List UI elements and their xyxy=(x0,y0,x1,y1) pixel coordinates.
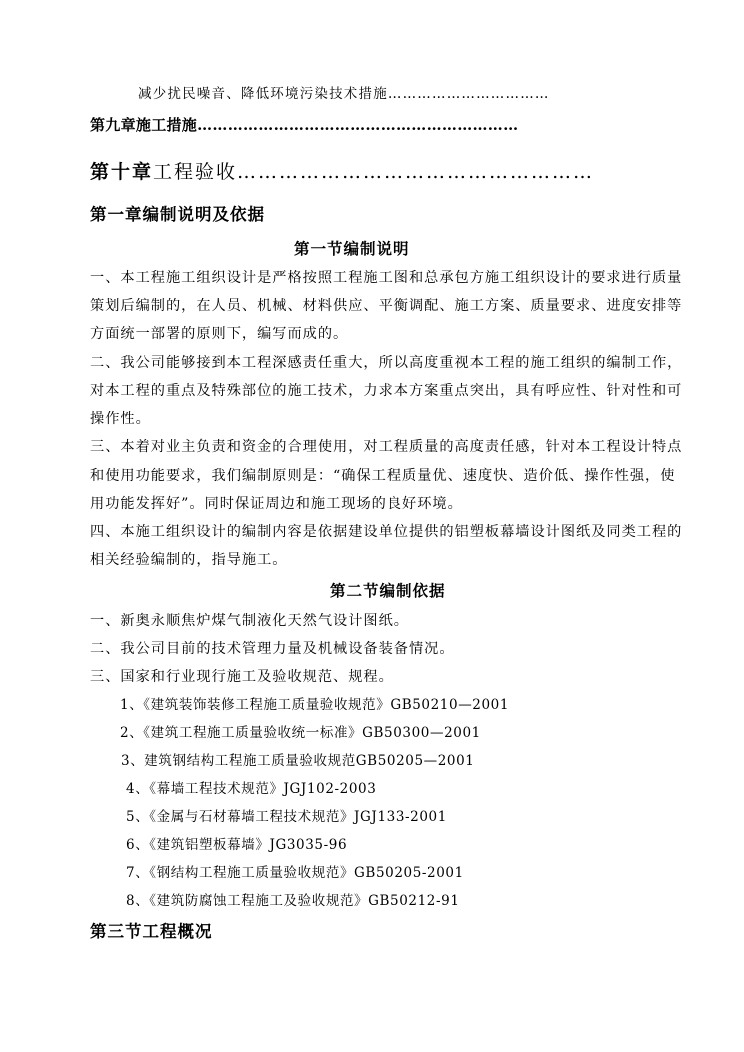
toc-chapter-10 xyxy=(90,160,594,184)
paragraph-line: 一、本工程施工组织设计是严格按照工程施工图和总承包方施工组织设计的要求进行质量 xyxy=(90,270,683,286)
paragraph-line: 四、本施工组织设计的编制内容是依据建设单位提供的铝塑板幕墙设计图纸及同类工程的 xyxy=(90,524,683,540)
section-1-heading: 第一节编制说明 xyxy=(294,239,410,258)
paragraph-line: 策划后编制的，在人员、机械、材料供应、平衡调配、施工方案、质量要求、进度安排等 xyxy=(90,298,683,314)
standard-item: 3、建筑钢结构工程施工质量验收规范GB50205—2001 xyxy=(121,753,475,769)
standard-item: 2、《建筑工程施工质量验收统一标准》GB50300—2001 xyxy=(120,725,481,741)
paragraph-line: 操作性。 xyxy=(90,411,151,427)
basis-item: 三、国家和行业现行施工及验收规范、规程。 xyxy=(90,669,394,685)
paragraph-line: 和使用功能要求，我们编制原则是：“确保工程质量优、速度快、造价低、操作性强，使 xyxy=(90,468,676,484)
standard-item: 4、《幕墙工程技术规范》JGJ102-2003 xyxy=(126,781,377,797)
toc-chapter-9: 第九章施工措施……………………………………………………… xyxy=(90,116,519,134)
paragraph-line: 二、我公司能够接到本工程深感责任重大，所以高度重视本工程的施工组织的编制工作， xyxy=(90,355,683,371)
section-3-heading: 第三节工程概况 xyxy=(90,922,213,941)
paragraph-line: 用功能发挥好”。同时保证周边和施工现场的良好环境。 xyxy=(90,496,463,512)
standard-item: 7、《钢结构工程施工质量验收规范》GB50205-2001 xyxy=(126,865,464,881)
paragraph-line: 三、本着对业主负责和资金的合理使用，对工程质量的高度责任感，针对本工程设计特点 xyxy=(90,439,683,455)
basis-item: 一、新奥永顺焦炉煤气制液化天然气设计图纸。 xyxy=(90,613,409,629)
standard-item: 1、《建筑装饰装修工程施工质量验收规范》GB50210—2001 xyxy=(120,697,510,713)
toc-chapter-10-title: 工程验收…………………………………………… xyxy=(153,161,595,183)
basis-item: 二、我公司目前的技术管理力量及机械设备装备情况。 xyxy=(90,641,455,657)
section-2-heading: 第二节编制依据 xyxy=(330,581,446,600)
paragraph-line: 对本工程的重点及特殊部位的施工技术，力求本方案重点突出，具有呼应性、针对性和可 xyxy=(90,383,683,399)
standard-item: 8、《建筑防腐蚀工程施工及验收规范》GB50212-91 xyxy=(126,893,460,909)
toc-chapter-10-number: 第十章 xyxy=(90,161,154,183)
standard-item: 5、《金属与石材幕墙工程技术规范》JGJ133-2001 xyxy=(126,809,447,825)
chapter-1-heading: 第一章编制说明及依据 xyxy=(90,205,265,224)
paragraph-line: 相关经验编制的，指导施工。 xyxy=(90,552,288,568)
standard-item: 6、《建筑铝塑板幕墙》JG3035-96 xyxy=(126,837,348,853)
paragraph-line: 方面统一部署的原则下，编写而成的。 xyxy=(90,326,349,342)
toc-sub-item: 减少扰民噪音、降低环境污染技术措施…………………………… xyxy=(138,86,550,102)
